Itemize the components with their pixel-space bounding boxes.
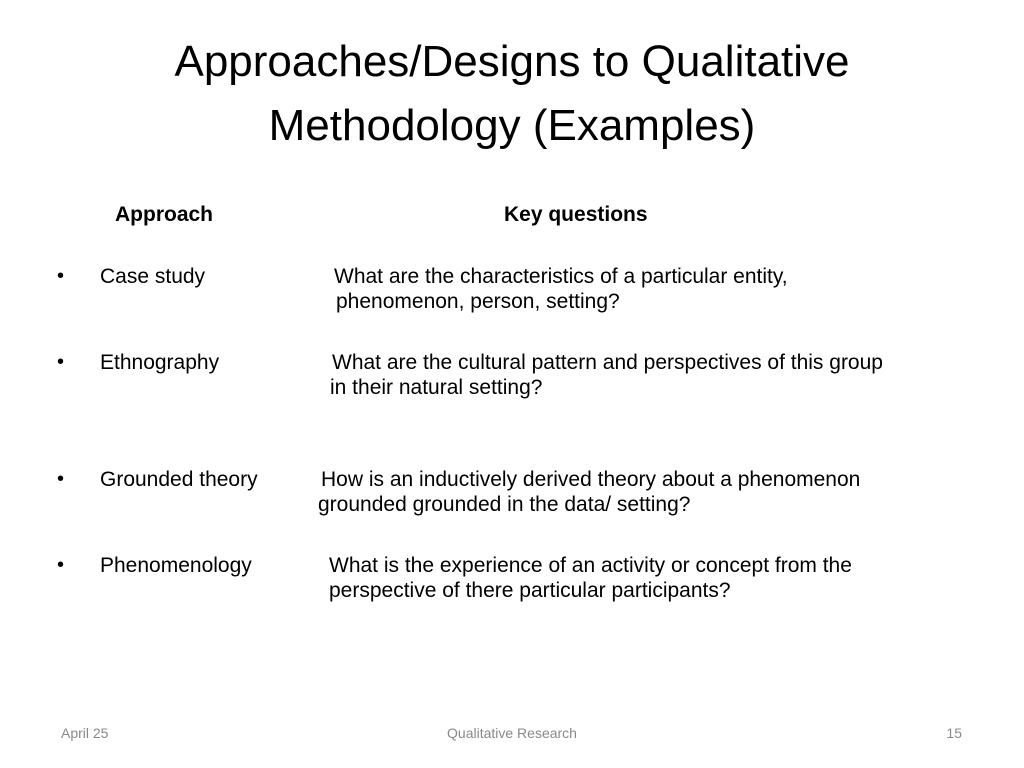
slide-title-line-2: Methodology (Examples): [268, 101, 756, 150]
approach-label: Ethnography: [100, 351, 220, 374]
key-question: [334, 264, 788, 314]
key-question-line-1: What are the cultural pattern and perspectives of this group: [332, 351, 883, 374]
key-question-line-2: grounded grounded in the data/ setting?: [318, 493, 691, 516]
key-question-line-2: perspective of there particular participants?: [329, 579, 731, 602]
key-questions-column-header: Key questions: [504, 203, 648, 226]
key-question-line-1: What are the characteristics of a particular entity,: [334, 265, 788, 288]
page-number: 15: [946, 725, 962, 741]
approach-label: Case study: [100, 265, 206, 288]
bullet-icon: •: [57, 554, 65, 576]
key-question: [318, 467, 860, 517]
key-question-line-2: in their natural setting?: [330, 376, 543, 399]
bullet-icon: •: [57, 468, 65, 490]
approach-column-header: Approach: [115, 203, 214, 226]
approach-label: Phenomenology: [100, 554, 252, 577]
slide-title: [40, 30, 984, 158]
key-question-line-2: phenomenon, person, setting?: [336, 290, 620, 313]
key-question: [330, 350, 883, 400]
slide-title-line-1: Approaches/Designs to Qualitative: [174, 37, 850, 86]
bullet-icon: •: [57, 351, 65, 373]
footer-date: April 25: [61, 725, 109, 741]
footer-title: Qualitative Research: [447, 725, 577, 741]
key-question-line-1: What is the experience of an activity or concept from the: [329, 554, 852, 577]
approach-label: Grounded theory: [100, 468, 258, 491]
bullet-icon: •: [57, 265, 65, 287]
key-question-line-1: How is an inductively derived theory about a phenomenon: [321, 468, 861, 491]
key-question: [329, 553, 852, 603]
